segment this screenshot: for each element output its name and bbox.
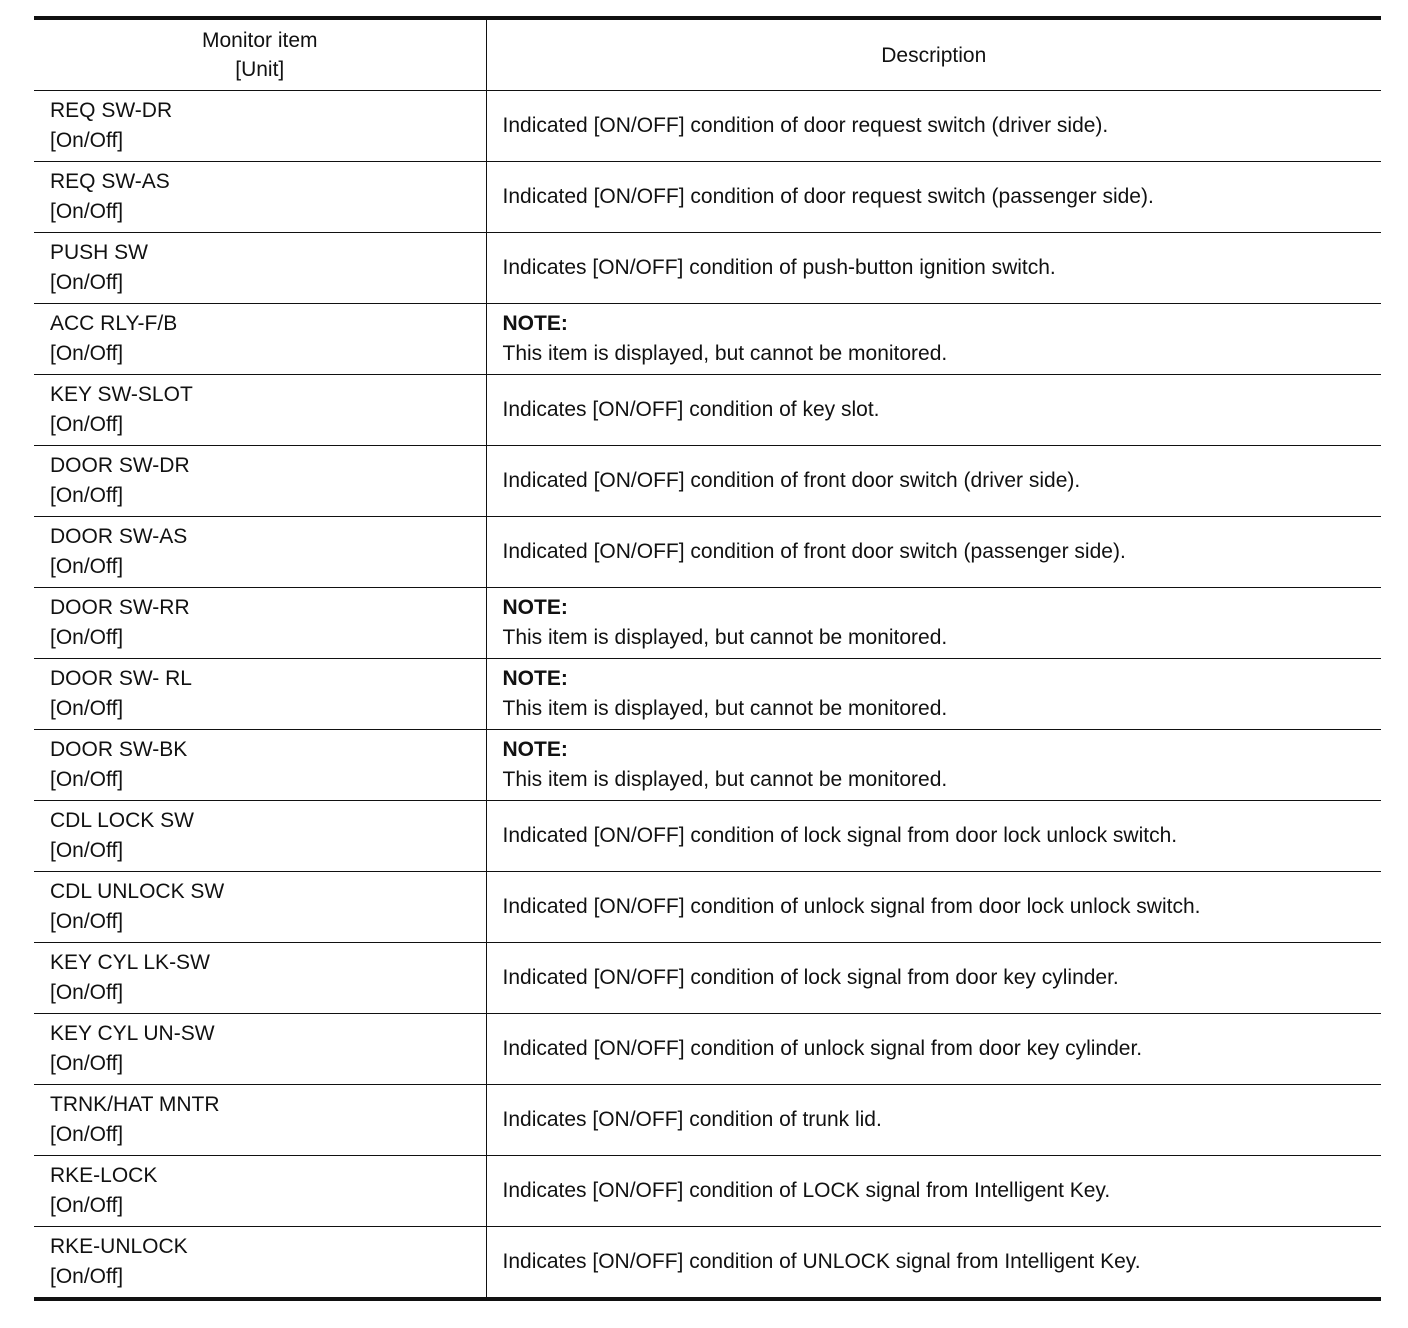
monitor-item-unit: [On/Off] <box>50 697 124 720</box>
monitor-item-unit: [On/Off] <box>50 200 124 223</box>
monitor-item-unit: [On/Off] <box>50 342 124 365</box>
description-text: Indicated [ON/OFF] condition of unlock signal from door lock unlock switch. <box>502 895 1201 918</box>
monitor-item-cell <box>34 801 486 872</box>
description-text: Indicates [ON/OFF] condition of trunk lid. <box>502 1108 882 1131</box>
monitor-item-unit: [On/Off] <box>50 271 124 294</box>
description-cell <box>486 1014 1381 1085</box>
monitor-item-table <box>34 16 1381 1301</box>
header-monitor-item <box>34 18 486 91</box>
description-cell <box>486 588 1381 659</box>
table-body <box>34 91 1381 1300</box>
monitor-item-unit: [On/Off] <box>50 839 124 862</box>
monitor-item-name: REQ SW-DR <box>50 99 173 122</box>
description-text: Indicates [ON/OFF] condition of key slot. <box>502 398 880 421</box>
monitor-item-name: DOOR SW-BK <box>50 738 188 761</box>
monitor-item-cell <box>34 162 486 233</box>
monitor-item-unit: [On/Off] <box>50 1123 124 1146</box>
monitor-item-cell <box>34 872 486 943</box>
monitor-item-name: TRNK/HAT MNTR <box>50 1093 220 1116</box>
monitor-item-unit: [On/Off] <box>50 981 124 1004</box>
description-cell <box>486 375 1381 446</box>
description-cell <box>486 446 1381 517</box>
table-row <box>34 1227 1381 1300</box>
description-cell <box>486 517 1381 588</box>
monitor-item-name: RKE-UNLOCK <box>50 1235 188 1258</box>
monitor-item-cell <box>34 1014 486 1085</box>
monitor-item-name: ACC RLY-F/B <box>50 312 178 335</box>
monitor-item-cell <box>34 375 486 446</box>
description-text: Indicated [ON/OFF] condition of unlock signal from door key cylinder. <box>502 1037 1143 1060</box>
description-cell <box>486 304 1381 375</box>
description-cell <box>486 801 1381 872</box>
monitor-item-unit: [On/Off] <box>50 555 124 578</box>
monitor-item-cell <box>34 730 486 801</box>
description-cell <box>486 943 1381 1014</box>
table-row <box>34 446 1381 517</box>
monitor-item-name: KEY SW-SLOT <box>50 383 193 406</box>
description-text: Indicated [ON/OFF] condition of lock signal from door lock unlock switch. <box>502 824 1178 847</box>
description-text: Indicated [ON/OFF] condition of door request switch (passenger side). <box>502 185 1154 208</box>
monitor-item-unit: [On/Off] <box>50 626 124 649</box>
note-label: NOTE: <box>502 738 568 761</box>
description-text: This item is displayed, but cannot be monitored. <box>502 768 948 791</box>
description-cell <box>486 1227 1381 1300</box>
table-row <box>34 304 1381 375</box>
description-cell <box>486 730 1381 801</box>
description-text: Indicated [ON/OFF] condition of lock signal from door key cylinder. <box>502 966 1119 989</box>
description-cell <box>486 1085 1381 1156</box>
monitor-item-cell <box>34 446 486 517</box>
table-row <box>34 1014 1381 1085</box>
monitor-item-cell <box>34 1227 486 1300</box>
monitor-item-cell <box>34 304 486 375</box>
monitor-item-name: PUSH SW <box>50 241 149 264</box>
monitor-item-unit: [On/Off] <box>50 768 124 791</box>
table-row <box>34 872 1381 943</box>
table-row <box>34 233 1381 304</box>
note-label: NOTE: <box>502 312 568 335</box>
header-monitor-item-label: Monitor item <box>201 29 318 52</box>
description-text: Indicates [ON/OFF] condition of push-button ignition switch. <box>502 256 1056 279</box>
monitor-item-name: DOOR SW-RR <box>50 596 190 619</box>
monitor-item-table-container <box>34 16 1381 1301</box>
table-row <box>34 943 1381 1014</box>
table-row <box>34 91 1381 162</box>
monitor-item-name: CDL UNLOCK SW <box>50 880 225 903</box>
table-row <box>34 730 1381 801</box>
table-row <box>34 588 1381 659</box>
monitor-item-name: RKE-LOCK <box>50 1164 158 1187</box>
monitor-item-cell <box>34 517 486 588</box>
monitor-item-unit: [On/Off] <box>50 910 124 933</box>
monitor-item-name: KEY CYL UN-SW <box>50 1022 215 1045</box>
description-cell <box>486 872 1381 943</box>
description-text: Indicated [ON/OFF] condition of door request switch (driver side). <box>502 114 1109 137</box>
description-cell <box>486 1156 1381 1227</box>
monitor-item-cell <box>34 943 486 1014</box>
table-row <box>34 801 1381 872</box>
description-cell <box>486 162 1381 233</box>
description-text: Indicated [ON/OFF] condition of front door switch (driver side). <box>502 469 1081 492</box>
monitor-item-name: KEY CYL LK-SW <box>50 951 210 974</box>
note-label: NOTE: <box>502 667 568 690</box>
monitor-item-name: DOOR SW-AS <box>50 525 188 548</box>
description-cell <box>486 659 1381 730</box>
monitor-item-cell <box>34 659 486 730</box>
monitor-item-cell <box>34 1156 486 1227</box>
monitor-item-unit: [On/Off] <box>50 1052 124 1075</box>
description-text: Indicated [ON/OFF] condition of front door switch (passenger side). <box>502 540 1126 563</box>
table-header-row <box>34 18 1381 91</box>
table-row <box>34 659 1381 730</box>
description-cell <box>486 233 1381 304</box>
description-text: Indicates [ON/OFF] condition of LOCK signal from Intelligent Key. <box>502 1179 1111 1202</box>
monitor-item-unit: [On/Off] <box>50 484 124 507</box>
description-text: This item is displayed, but cannot be monitored. <box>502 342 948 365</box>
description-text: This item is displayed, but cannot be monitored. <box>502 697 948 720</box>
monitor-item-unit: [On/Off] <box>50 1194 124 1217</box>
note-label: NOTE: <box>502 596 568 619</box>
monitor-item-name: DOOR SW- RL <box>50 667 192 690</box>
monitor-item-cell <box>34 1085 486 1156</box>
monitor-item-name: CDL LOCK SW <box>50 809 194 832</box>
monitor-item-cell <box>34 233 486 304</box>
monitor-item-unit: [On/Off] <box>50 413 124 436</box>
table-row <box>34 517 1381 588</box>
table-row <box>34 375 1381 446</box>
monitor-item-name: DOOR SW-DR <box>50 454 190 477</box>
monitor-item-name: REQ SW-AS <box>50 170 170 193</box>
monitor-item-cell <box>34 588 486 659</box>
header-unit-label: [Unit] <box>235 58 285 81</box>
description-text: Indicates [ON/OFF] condition of UNLOCK signal from Intelligent Key. <box>502 1250 1141 1273</box>
monitor-item-unit: [On/Off] <box>50 1265 124 1288</box>
monitor-item-unit: [On/Off] <box>50 129 124 152</box>
table-row <box>34 1085 1381 1156</box>
header-description: Description <box>486 18 1381 91</box>
description-text: This item is displayed, but cannot be monitored. <box>502 626 948 649</box>
table-row <box>34 1156 1381 1227</box>
table-row <box>34 162 1381 233</box>
description-cell <box>486 91 1381 162</box>
monitor-item-cell <box>34 91 486 162</box>
